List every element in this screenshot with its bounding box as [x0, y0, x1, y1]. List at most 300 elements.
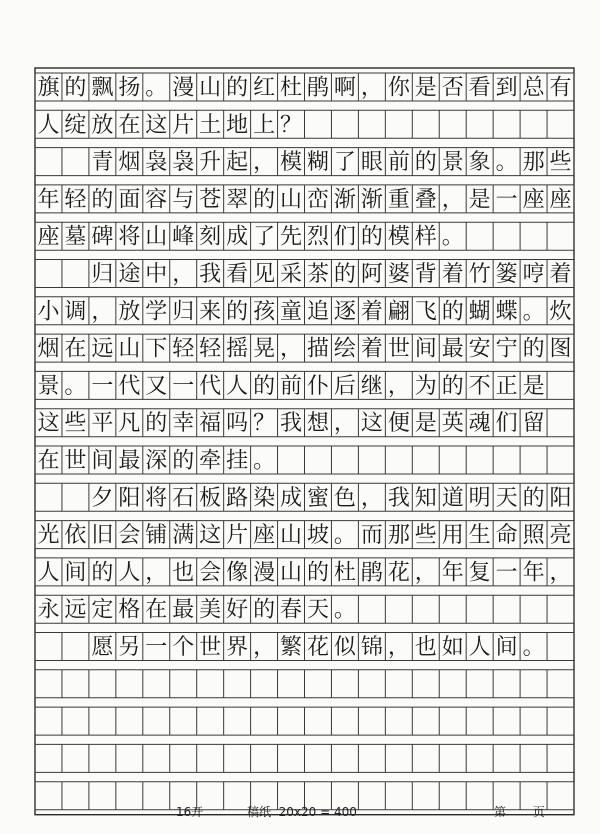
- grid-row: [35, 633, 574, 661]
- handwritten-char: 在: [145, 597, 168, 623]
- handwritten-char: ，: [253, 635, 276, 660]
- handwritten-char: 牵: [199, 448, 222, 474]
- handwritten-char: 天: [495, 485, 518, 511]
- handwritten-char: 锦: [360, 635, 383, 660]
- handwritten-char: 。: [522, 635, 545, 660]
- handwritten-char: 们: [333, 224, 356, 250]
- handwritten-char: 花: [387, 560, 410, 586]
- handwritten-char: 间: [64, 560, 87, 586]
- handwritten-char: 年: [441, 560, 464, 586]
- handwritten-char: 这: [199, 523, 222, 549]
- handwritten-char: ，: [387, 373, 410, 399]
- handwritten-char: 人: [468, 635, 491, 660]
- handwritten-char: 叠: [414, 187, 437, 213]
- handwritten-char: 我: [387, 485, 410, 511]
- handwritten-char: 福: [199, 411, 222, 437]
- handwritten-char: 深: [145, 448, 168, 474]
- handwritten-char: 一: [495, 187, 518, 213]
- handwritten-char: 蜜: [306, 485, 329, 511]
- handwritten-char: 途: [118, 262, 141, 287]
- handwritten-char: 界: [226, 635, 249, 660]
- handwritten-char: 上: [253, 112, 276, 138]
- handwritten-char: 色: [333, 485, 356, 511]
- handwritten-char: 片: [226, 523, 249, 549]
- handwritten-char: 似: [333, 635, 356, 660]
- handwritten-char: 会: [199, 560, 222, 586]
- handwritten-char: 也: [172, 560, 195, 586]
- handwritten-char: 复: [468, 560, 491, 586]
- handwritten-char: 春: [280, 597, 303, 623]
- handwritten-char: 追: [306, 299, 329, 325]
- handwritten-char: 照: [522, 523, 545, 549]
- handwritten-char: 的: [253, 373, 276, 399]
- handwritten-char: 最: [118, 448, 141, 474]
- handwritten-char: 最: [441, 336, 464, 362]
- handwritten-char: 的: [226, 299, 249, 325]
- handwritten-char: 宁: [495, 336, 518, 362]
- handwritten-char: 小: [37, 299, 60, 325]
- handwritten-char: 间: [414, 336, 437, 362]
- grid-row: [35, 446, 574, 474]
- handwritten-char: 花: [306, 635, 329, 660]
- handwritten-char: 炊: [549, 299, 572, 325]
- handwritten-char: 坡: [306, 523, 329, 549]
- handwritten-char: 像: [226, 560, 249, 586]
- handwritten-char: 刻: [199, 224, 222, 250]
- handwritten-char: 容: [145, 187, 168, 213]
- handwritten-char: 中: [145, 262, 168, 287]
- handwritten-char: 的: [145, 411, 168, 437]
- handwritten-char: 我: [199, 262, 222, 287]
- handwritten-char: 着: [360, 299, 383, 325]
- handwritten-char: 哼: [522, 262, 545, 287]
- grid-row: [35, 73, 574, 101]
- handwritten-char: 有: [549, 75, 572, 101]
- grid-row: [35, 595, 574, 623]
- grid-row: [35, 670, 574, 698]
- handwritten-char: 在: [37, 448, 60, 474]
- handwritten-char: ？: [253, 411, 276, 437]
- handwritten-char: 背: [414, 262, 437, 287]
- handwritten-char: ，: [414, 560, 437, 586]
- handwritten-char: 成: [280, 485, 303, 511]
- handwritten-char: 。: [333, 597, 356, 623]
- handwritten-char: 光: [37, 523, 60, 549]
- handwritten-char: 愿: [91, 635, 114, 660]
- handwritten-char: 英: [441, 411, 464, 437]
- handwritten-char: ，: [280, 336, 303, 362]
- handwritten-char: 竹: [468, 262, 491, 287]
- handwritten-char: 烟: [37, 336, 60, 362]
- handwritten-char: 用: [441, 523, 464, 549]
- handwritten-char: 凡: [118, 411, 141, 437]
- grid-row: [35, 521, 574, 549]
- handwritten-char: 前: [280, 373, 303, 399]
- handwritten-char: 生: [468, 523, 491, 549]
- handwritten-char: 阳: [549, 485, 572, 511]
- handwritten-char: 袅: [145, 150, 168, 176]
- grid-row: [35, 371, 574, 399]
- grid-row: [35, 334, 574, 362]
- handwritten-char: 茶: [306, 262, 329, 287]
- handwritten-char: 。: [64, 373, 87, 399]
- handwritten-char: 总: [522, 75, 545, 101]
- handwritten-char: 苍: [199, 187, 222, 213]
- handwritten-char: 旧: [91, 523, 114, 549]
- handwritten-char: 吗: [226, 411, 249, 437]
- handwritten-char: 的: [91, 187, 114, 213]
- handwritten-char: 烟: [118, 150, 141, 176]
- handwritten-char: 将: [145, 485, 168, 511]
- handwritten-char: 代: [118, 373, 141, 399]
- handwritten-char: 你: [387, 75, 410, 101]
- handwritten-char: 间: [91, 448, 114, 474]
- handwritten-char: 永: [37, 597, 60, 623]
- page-footer: [0, 803, 600, 825]
- handwritten-char: 翠: [226, 187, 249, 213]
- handwritten-char: 啊: [333, 75, 356, 101]
- handwritten-char: 峦: [306, 187, 329, 213]
- handwritten-char: 红: [253, 75, 276, 101]
- paper-format-label: 16开: [176, 805, 204, 819]
- handwritten-char: 些: [549, 150, 572, 176]
- handwritten-char: 渐: [333, 187, 356, 213]
- handwritten-char: 的: [172, 448, 195, 474]
- grid-row: [35, 148, 574, 176]
- grid-row: [35, 483, 574, 511]
- handwritten-char: 。: [145, 75, 168, 101]
- handwritten-char: 否: [441, 75, 464, 101]
- handwritten-char: 明: [468, 485, 491, 511]
- handwritten-char: 格: [118, 597, 141, 623]
- handwritten-char: 墓: [64, 224, 87, 250]
- handwritten-char: 远: [64, 597, 87, 623]
- handwritten-char: 这: [37, 411, 60, 437]
- handwritten-char: 便: [387, 411, 410, 437]
- grid-row: [35, 558, 574, 586]
- handwritten-char: 片: [172, 112, 195, 138]
- handwritten-char: 图: [549, 336, 572, 362]
- handwritten-char: 是: [468, 187, 491, 213]
- handwritten-char: 采: [280, 262, 303, 287]
- handwritten-char: 绽: [64, 112, 87, 138]
- handwritten-char: 板: [199, 485, 222, 511]
- handwritten-char: 着: [441, 262, 464, 287]
- handwritten-char: ，: [91, 299, 114, 325]
- handwritten-char: 了: [333, 150, 356, 176]
- handwritten-char: 模: [387, 224, 410, 250]
- handwritten-char: 间: [495, 635, 518, 660]
- handwritten-char: 。: [441, 224, 464, 250]
- handwritten-char: ，: [253, 150, 276, 176]
- handwritten-char: 归: [91, 262, 114, 287]
- handwritten-char: 也: [414, 635, 437, 660]
- handwritten-char: 碑: [91, 224, 114, 250]
- handwritten-char: 为: [414, 373, 437, 399]
- handwritten-char: 的: [333, 262, 356, 287]
- handwritten-char: 山: [118, 336, 141, 362]
- handwritten-char: 孩: [253, 299, 276, 325]
- handwritten-char: ，: [333, 411, 356, 437]
- handwritten-char: ，: [172, 262, 195, 287]
- handwritten-char: 峰: [172, 224, 195, 250]
- handwritten-char: 鹃: [306, 75, 329, 101]
- handwritten-char: 美: [199, 597, 222, 623]
- handwritten-char: 年: [37, 187, 60, 213]
- handwritten-char: 。: [522, 299, 545, 325]
- handwritten-char: 好: [226, 597, 249, 623]
- handwritten-char: ，: [441, 187, 464, 213]
- grid-row: [35, 222, 574, 250]
- handwritten-char: ，: [360, 75, 383, 101]
- handwritten-char: 。: [495, 150, 518, 176]
- handwritten-char: 人: [118, 560, 141, 586]
- handwritten-char: 山: [145, 224, 168, 250]
- handwritten-char: 将: [118, 224, 141, 250]
- handwritten-char: 的: [91, 560, 114, 586]
- handwritten-char: 人: [226, 373, 249, 399]
- handwritten-char: 另: [118, 635, 141, 660]
- handwritten-char: 那: [522, 150, 545, 176]
- handwritten-char: 而: [360, 523, 383, 549]
- handwritten-char: 夕: [91, 485, 114, 511]
- handwritten-char: 放: [91, 112, 114, 138]
- handwritten-char: 成: [226, 224, 249, 250]
- handwritten-char: ？: [280, 112, 303, 138]
- handwritten-char: 描: [306, 336, 329, 362]
- handwritten-char: 烈: [306, 224, 329, 250]
- handwritten-char: 道: [441, 485, 464, 511]
- handwritten-char: 摇: [226, 336, 249, 362]
- handwritten-char: 下: [145, 336, 168, 362]
- handwritten-char: 满: [172, 523, 195, 549]
- handwritten-char: 着: [549, 262, 572, 287]
- handwritten-char: 又: [145, 373, 168, 399]
- handwritten-char: 是: [522, 373, 545, 399]
- handwritten-char: 放: [118, 299, 141, 325]
- handwritten-char: 蝴: [468, 299, 491, 325]
- handwritten-char: ，: [549, 560, 572, 586]
- handwritten-char: 们: [495, 411, 518, 437]
- handwritten-char: 幸: [172, 411, 195, 437]
- handwritten-char: 轻: [64, 187, 87, 213]
- handwritten-char: 眼: [360, 150, 383, 176]
- handwritten-char: 漫: [172, 75, 195, 101]
- handwritten-char: 命: [495, 523, 518, 549]
- grid-row: [35, 409, 574, 437]
- handwritten-char: 座: [549, 187, 572, 213]
- handwritten-char: 是: [414, 75, 437, 101]
- handwritten-char: 学: [145, 299, 168, 325]
- handwritten-char: 这: [360, 411, 383, 437]
- handwritten-char: 挂: [226, 448, 249, 474]
- handwritten-char: 看: [226, 262, 249, 287]
- handwritten-char: 旗: [37, 75, 60, 101]
- handwritten-char: ，: [387, 635, 410, 660]
- handwritten-char: 安: [468, 336, 491, 362]
- handwritten-char: 绘: [333, 336, 356, 362]
- handwritten-char: 重: [387, 187, 410, 213]
- handwritten-char: 最: [172, 597, 195, 623]
- handwritten-char: 篓: [495, 262, 518, 287]
- grid-row: [35, 297, 574, 325]
- handwritten-char: 不: [468, 373, 491, 399]
- handwritten-char: 了: [253, 224, 276, 250]
- handwritten-char: 蝶: [495, 299, 518, 325]
- handwritten-char: 那: [387, 523, 410, 549]
- handwritten-char: 些: [414, 523, 437, 549]
- handwritten-char: 着: [360, 336, 383, 362]
- handwritten-char: 鹃: [360, 560, 383, 586]
- handwritten-char: 先: [280, 224, 303, 250]
- handwritten-char: 婆: [387, 262, 410, 287]
- grid-row: [35, 744, 574, 772]
- handwritten-char: 土: [199, 112, 222, 138]
- handwritten-char: 世: [387, 336, 410, 362]
- handwritten-char: 一: [91, 373, 114, 399]
- handwritten-char: 景: [37, 373, 60, 399]
- handwritten-char: 飞: [414, 299, 437, 325]
- handwritten-char: 山: [199, 75, 222, 101]
- handwritten-char: 平: [91, 411, 114, 437]
- handwritten-char: 的: [253, 187, 276, 213]
- handwritten-char: 的: [522, 485, 545, 511]
- grid-row: [35, 260, 574, 288]
- handwritten-char: 杜: [333, 560, 356, 586]
- handwritten-char: 阳: [118, 485, 141, 511]
- handwritten-char: 仆: [306, 373, 329, 399]
- handwritten-char: 见: [253, 262, 276, 287]
- handwritten-char: 会: [118, 523, 141, 549]
- handwritten-char: 继: [360, 373, 383, 399]
- handwritten-char: 面: [118, 187, 141, 213]
- handwritten-char: 远: [91, 336, 114, 362]
- grid-row: [35, 707, 574, 735]
- handwritten-char: 一: [172, 373, 195, 399]
- handwritten-char: 山: [280, 560, 303, 586]
- handwritten-char: 象: [468, 150, 491, 176]
- handwritten-char: 想: [306, 411, 329, 437]
- handwritten-char: 在: [64, 336, 87, 362]
- grid-row: [35, 185, 574, 213]
- handwritten-char: 的: [441, 299, 464, 325]
- handwritten-char: 。: [253, 448, 276, 474]
- handwritten-char: 人: [37, 560, 60, 586]
- handwritten-char: 阿: [360, 262, 383, 287]
- handwritten-char: 天: [306, 597, 329, 623]
- handwritten-char: 世: [199, 635, 222, 660]
- handwritten-char: 童: [280, 299, 303, 325]
- handwritten-char: ，: [360, 485, 383, 511]
- handwritten-char: 魂: [468, 411, 491, 437]
- handwritten-char: 青: [91, 150, 114, 176]
- handwritten-char: 模: [280, 150, 303, 176]
- handwritten-char: 世: [64, 448, 87, 474]
- handwritten-char: 一: [495, 560, 518, 586]
- handwritten-char: 起: [226, 150, 249, 176]
- handwritten-char: 翩: [387, 299, 410, 325]
- handwritten-char: 年: [522, 560, 545, 586]
- handwritten-char: 来: [199, 299, 222, 325]
- handwritten-char: 山: [280, 187, 303, 213]
- handwritten-char: 人: [37, 112, 60, 138]
- handwritten-char: 依: [64, 523, 87, 549]
- grid-frame: [35, 68, 574, 815]
- paper-spec-label: 稿纸 20x20 = 400: [247, 805, 357, 819]
- handwritten-char: 的: [253, 597, 276, 623]
- handwritten-char: 归: [172, 299, 195, 325]
- handwritten-char: 调: [64, 299, 87, 325]
- page-number-label: 第 页: [494, 805, 545, 819]
- handwritten-char: 定: [91, 597, 114, 623]
- handwritten-char: 正: [495, 373, 518, 399]
- handwritten-char: 杜: [280, 75, 303, 101]
- handwritten-char: 这: [145, 112, 168, 138]
- handwritten-char: 。: [333, 523, 356, 549]
- handwritten-char: 知: [414, 485, 437, 511]
- handwritten-char: 代: [199, 373, 222, 399]
- handwritten-char: 铺: [145, 523, 168, 549]
- handwritten-char: 的: [360, 224, 383, 250]
- handwritten-char: 后: [333, 373, 356, 399]
- handwritten-char: 染: [253, 485, 276, 511]
- handwritten-char: 路: [226, 485, 249, 511]
- handwritten-char: 前: [387, 150, 410, 176]
- handwritten-char: 渐: [360, 187, 383, 213]
- handwritten-char: 我: [280, 411, 303, 437]
- handwritten-char: 的: [414, 150, 437, 176]
- handwritten-char: 座: [253, 523, 276, 549]
- handwritten-char: 飘: [91, 75, 114, 101]
- handwritten-char: 轻: [199, 336, 222, 362]
- handwritten-char: 亮: [549, 523, 572, 549]
- handwritten-char: 轻: [172, 336, 195, 362]
- handwritten-char: 糊: [306, 150, 329, 176]
- handwritten-char: 袅: [172, 150, 195, 176]
- handwritten-char: 留: [522, 411, 545, 437]
- handwritten-char: 如: [441, 635, 464, 660]
- handwritten-char: ，: [145, 560, 168, 586]
- handwritten-char: 与: [172, 187, 195, 213]
- handwritten-char: 扬: [118, 75, 141, 101]
- handwritten-char: 是: [414, 411, 437, 437]
- handwritten-char: 的: [64, 75, 87, 101]
- handwritten-char: 山: [280, 523, 303, 549]
- handwritten-char: 石: [172, 485, 195, 511]
- handwritten-char: 样: [414, 224, 437, 250]
- handwritten-char: 一: [145, 635, 168, 660]
- handwritten-char: 座: [37, 224, 60, 250]
- handwritten-char: 逐: [333, 299, 356, 325]
- handwritten-char: 的: [441, 373, 464, 399]
- handwritten-char: 些: [64, 411, 87, 437]
- handwritten-char: 座: [522, 187, 545, 213]
- handwritten-char: 地: [226, 112, 249, 138]
- handwritten-char: 的: [522, 336, 545, 362]
- handwritten-char: 在: [118, 112, 141, 138]
- handwritten-char: 个: [172, 635, 195, 660]
- handwritten-char: 的: [226, 75, 249, 101]
- handwritten-char: 晃: [253, 336, 276, 362]
- handwritten-char: 到: [495, 75, 518, 101]
- handwritten-char: 升: [199, 150, 222, 176]
- handwritten-char: 繁: [280, 635, 303, 660]
- handwritten-char: 景: [441, 150, 464, 176]
- handwritten-char: 看: [468, 75, 491, 101]
- handwritten-char: 漫: [253, 560, 276, 586]
- handwritten-char: 的: [306, 560, 329, 586]
- grid-row: [35, 110, 574, 138]
